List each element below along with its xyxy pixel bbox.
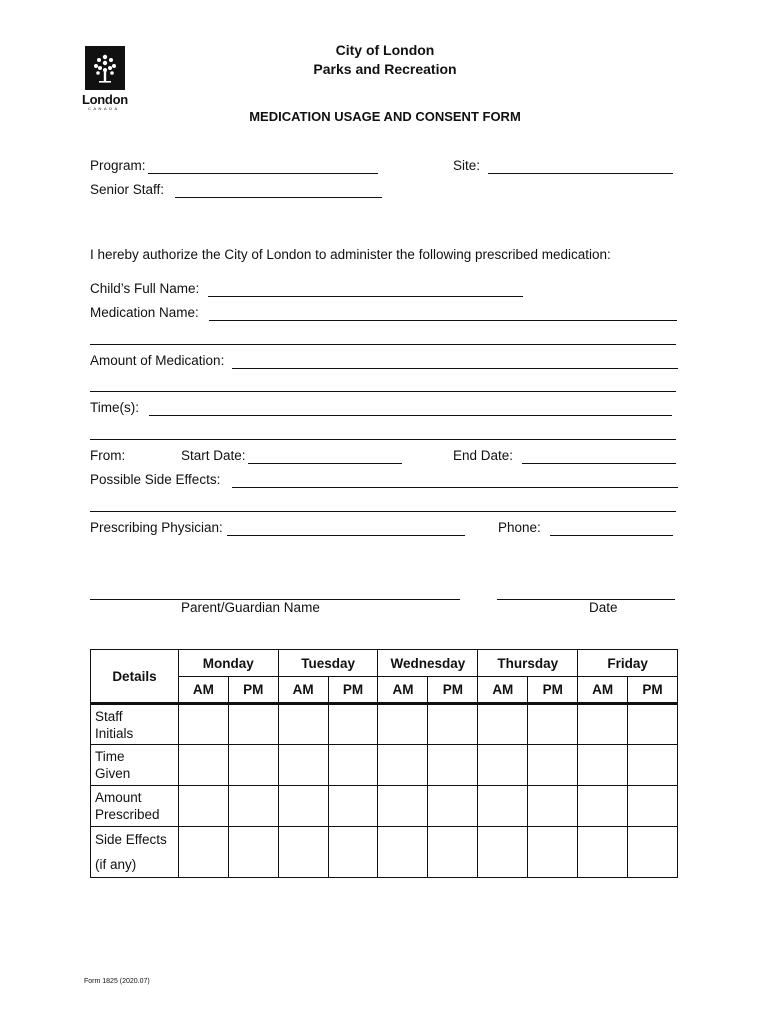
am-header: AM — [178, 677, 228, 704]
table-cell[interactable] — [328, 827, 378, 878]
table-cell[interactable] — [478, 786, 528, 827]
medication-name-field[interactable] — [209, 307, 677, 321]
pm-header: PM — [528, 677, 578, 704]
am-header: AM — [578, 677, 628, 704]
physician-label: Prescribing Physician: — [90, 520, 223, 535]
day-header-friday: Friday — [578, 650, 678, 677]
site-label: Site: — [453, 158, 481, 173]
guardian-signature-line[interactable] — [90, 586, 460, 600]
day-header-wednesday: Wednesday — [378, 650, 478, 677]
table-cell[interactable] — [528, 827, 578, 878]
amount-label: Amount of Medication: — [90, 353, 225, 368]
table-cell[interactable] — [578, 827, 628, 878]
day-header-tuesday: Tuesday — [278, 650, 378, 677]
authorization-statement: I hereby authorize the City of London to administer the following prescribed medication: — [90, 247, 611, 262]
form-title: MEDICATION USAGE AND CONSENT FORM — [249, 109, 521, 124]
table-cell[interactable] — [628, 827, 678, 878]
table-cell[interactable] — [228, 786, 278, 827]
table-row — [91, 786, 678, 827]
child-name-label: Child’s Full Name: — [90, 281, 200, 296]
details-header: Details — [91, 650, 179, 704]
date-label: Date — [589, 600, 618, 615]
guardian-name-label: Parent/Guardian Name — [181, 600, 320, 615]
table-cell[interactable] — [278, 745, 328, 786]
day-header-monday: Monday — [178, 650, 278, 677]
table-cell[interactable] — [178, 786, 228, 827]
medication-schedule-table — [90, 649, 678, 878]
row-label-time-given: Time Given — [91, 745, 179, 786]
table-row — [91, 827, 678, 878]
department-name: Parks and Recreation — [313, 61, 457, 77]
table-cell[interactable] — [478, 745, 528, 786]
table-cell[interactable] — [478, 827, 528, 878]
day-header-thursday: Thursday — [478, 650, 578, 677]
form-number: Form 1825 (2020.07) — [84, 978, 150, 985]
logo-subtext: CANADA — [88, 106, 120, 111]
am-header: AM — [278, 677, 328, 704]
start-date-field[interactable] — [248, 450, 402, 464]
program-field[interactable] — [148, 160, 378, 174]
table-cell[interactable] — [228, 704, 278, 745]
side-effects-field-2[interactable] — [90, 498, 676, 512]
table-row — [91, 745, 678, 786]
times-field-2[interactable] — [90, 426, 676, 440]
am-header: AM — [378, 677, 428, 704]
side-effects-field[interactable] — [232, 474, 678, 488]
table-cell[interactable] — [328, 786, 378, 827]
times-label: Time(s): — [90, 400, 139, 415]
side-effects-label: Possible Side Effects: — [90, 472, 221, 487]
times-field[interactable] — [149, 402, 672, 416]
table-cell[interactable] — [228, 745, 278, 786]
pm-header: PM — [328, 677, 378, 704]
table-cell[interactable] — [378, 745, 428, 786]
pm-header: PM — [628, 677, 678, 704]
end-date-label: End Date: — [453, 448, 514, 463]
table-cell[interactable] — [278, 827, 328, 878]
site-field[interactable] — [488, 160, 673, 174]
table-cell[interactable] — [178, 827, 228, 878]
table-cell[interactable] — [228, 827, 278, 878]
phone-field[interactable] — [550, 522, 673, 536]
from-label: From: — [90, 448, 126, 463]
table-cell[interactable] — [578, 786, 628, 827]
pm-header: PM — [428, 677, 478, 704]
table-cell[interactable] — [328, 704, 378, 745]
table-cell[interactable] — [628, 704, 678, 745]
pm-header: PM — [228, 677, 278, 704]
table-cell[interactable] — [328, 745, 378, 786]
am-header: AM — [478, 677, 528, 704]
org-name: City of London — [335, 42, 435, 58]
start-date-label: Start Date: — [181, 448, 246, 463]
date-signature-line[interactable] — [497, 586, 675, 600]
medication-name-field-2[interactable] — [90, 331, 676, 345]
table-cell[interactable] — [378, 704, 428, 745]
senior-staff-label: Senior Staff: — [90, 182, 165, 197]
table-cell[interactable] — [428, 827, 478, 878]
table-cell[interactable] — [578, 745, 628, 786]
table-cell[interactable] — [278, 704, 328, 745]
phone-label: Phone: — [498, 520, 541, 535]
table-cell[interactable] — [378, 827, 428, 878]
amount-field[interactable] — [232, 355, 678, 369]
program-label: Program: — [90, 158, 146, 173]
amount-field-2[interactable] — [90, 378, 676, 392]
senior-staff-field[interactable] — [175, 184, 382, 198]
table-cell[interactable] — [278, 786, 328, 827]
table-cell[interactable] — [178, 704, 228, 745]
table-cell[interactable] — [478, 704, 528, 745]
table-cell[interactable] — [428, 745, 478, 786]
end-date-field[interactable] — [522, 450, 676, 464]
table-cell[interactable] — [428, 786, 478, 827]
table-cell[interactable] — [528, 745, 578, 786]
table-cell[interactable] — [578, 704, 628, 745]
medication-name-label: Medication Name: — [90, 305, 199, 320]
child-name-field[interactable] — [208, 283, 523, 297]
table-cell[interactable] — [378, 786, 428, 827]
table-cell[interactable] — [528, 704, 578, 745]
physician-field[interactable] — [227, 522, 465, 536]
row-label-amount-prescribed: Amount Prescribed — [91, 786, 179, 827]
logo-wordmark: London — [82, 92, 128, 107]
table-cell[interactable] — [628, 786, 678, 827]
row-label-side-effects: Side Effects (if any) — [91, 827, 179, 878]
table-cell[interactable] — [528, 786, 578, 827]
table-row — [91, 704, 678, 745]
table-cell[interactable] — [628, 745, 678, 786]
table-cell[interactable] — [178, 745, 228, 786]
table-cell[interactable] — [428, 704, 478, 745]
row-label-staff-initials: Staff Initials — [91, 704, 179, 745]
